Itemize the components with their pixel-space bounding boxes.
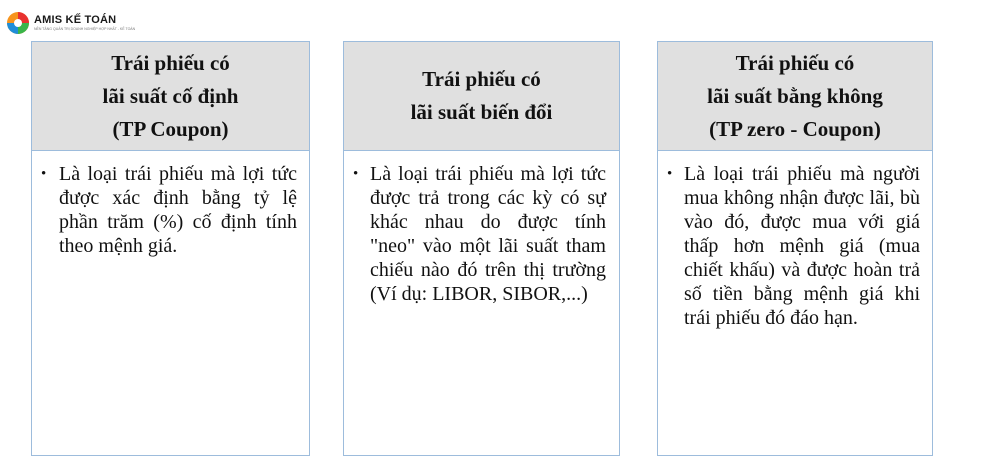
bond-title	[103, 47, 239, 146]
bond-header	[343, 41, 620, 151]
bond-title-line: (TP Coupon)	[112, 116, 229, 141]
bond-header	[657, 41, 933, 151]
bond-description-box	[657, 151, 933, 456]
bond-title	[707, 47, 883, 146]
logo-tagline: NỀN TẢNG QUẢN TRỊ DOANH NGHIỆP HỢP NHẤT - KẾ TOÁN	[34, 26, 136, 31]
bond-title-line: lãi suất bằng không	[707, 83, 883, 108]
bond-title-line: Trái phiếu có	[735, 50, 855, 75]
bond-description-box	[343, 151, 620, 456]
bond-title-line: Trái phiếu có	[422, 67, 541, 91]
bond-description: Là loại trái phiếu mà lợi tức được trả trong các kỳ có sự khác nhau do được tính "neo" vào một lãi suất tham chiếu nào đó trên thị trường (Ví dụ: LIBOR, SIBOR,...)	[370, 163, 606, 305]
bond-title-line: lãi suất cố định	[102, 83, 239, 108]
bullet-point: •	[353, 166, 359, 182]
bullet-point: •	[667, 166, 673, 182]
bond-header	[31, 41, 310, 151]
bond-title	[411, 63, 553, 129]
bond-title-line: Trái phiếu có	[111, 50, 230, 75]
bond-description: Là loại trái phiếu mà người mua không nhận được lãi, bù vào đó, được mua với giá thấp hơn mệnh giá (mua chiết khấu) và được hoàn trả số tiền bằng mệnh giá khi trái phiếu đó đáo hạn.	[684, 163, 920, 329]
amis-logo-icon	[6, 11, 30, 35]
bond-description: Là loại trái phiếu mà lợi tức được xác định bằng tỷ lệ phần trăm (%) cố định tính theo mệnh giá.	[59, 163, 297, 257]
bond-title-line: lãi suất biến đổi	[410, 100, 553, 124]
bond-title-line: (TP zero - Coupon)	[709, 116, 881, 141]
bullet-point: •	[41, 166, 47, 182]
bond-description-box	[31, 151, 310, 456]
logo	[6, 8, 135, 38]
logo-name: AMIS KẾ TOÁN	[34, 13, 117, 26]
